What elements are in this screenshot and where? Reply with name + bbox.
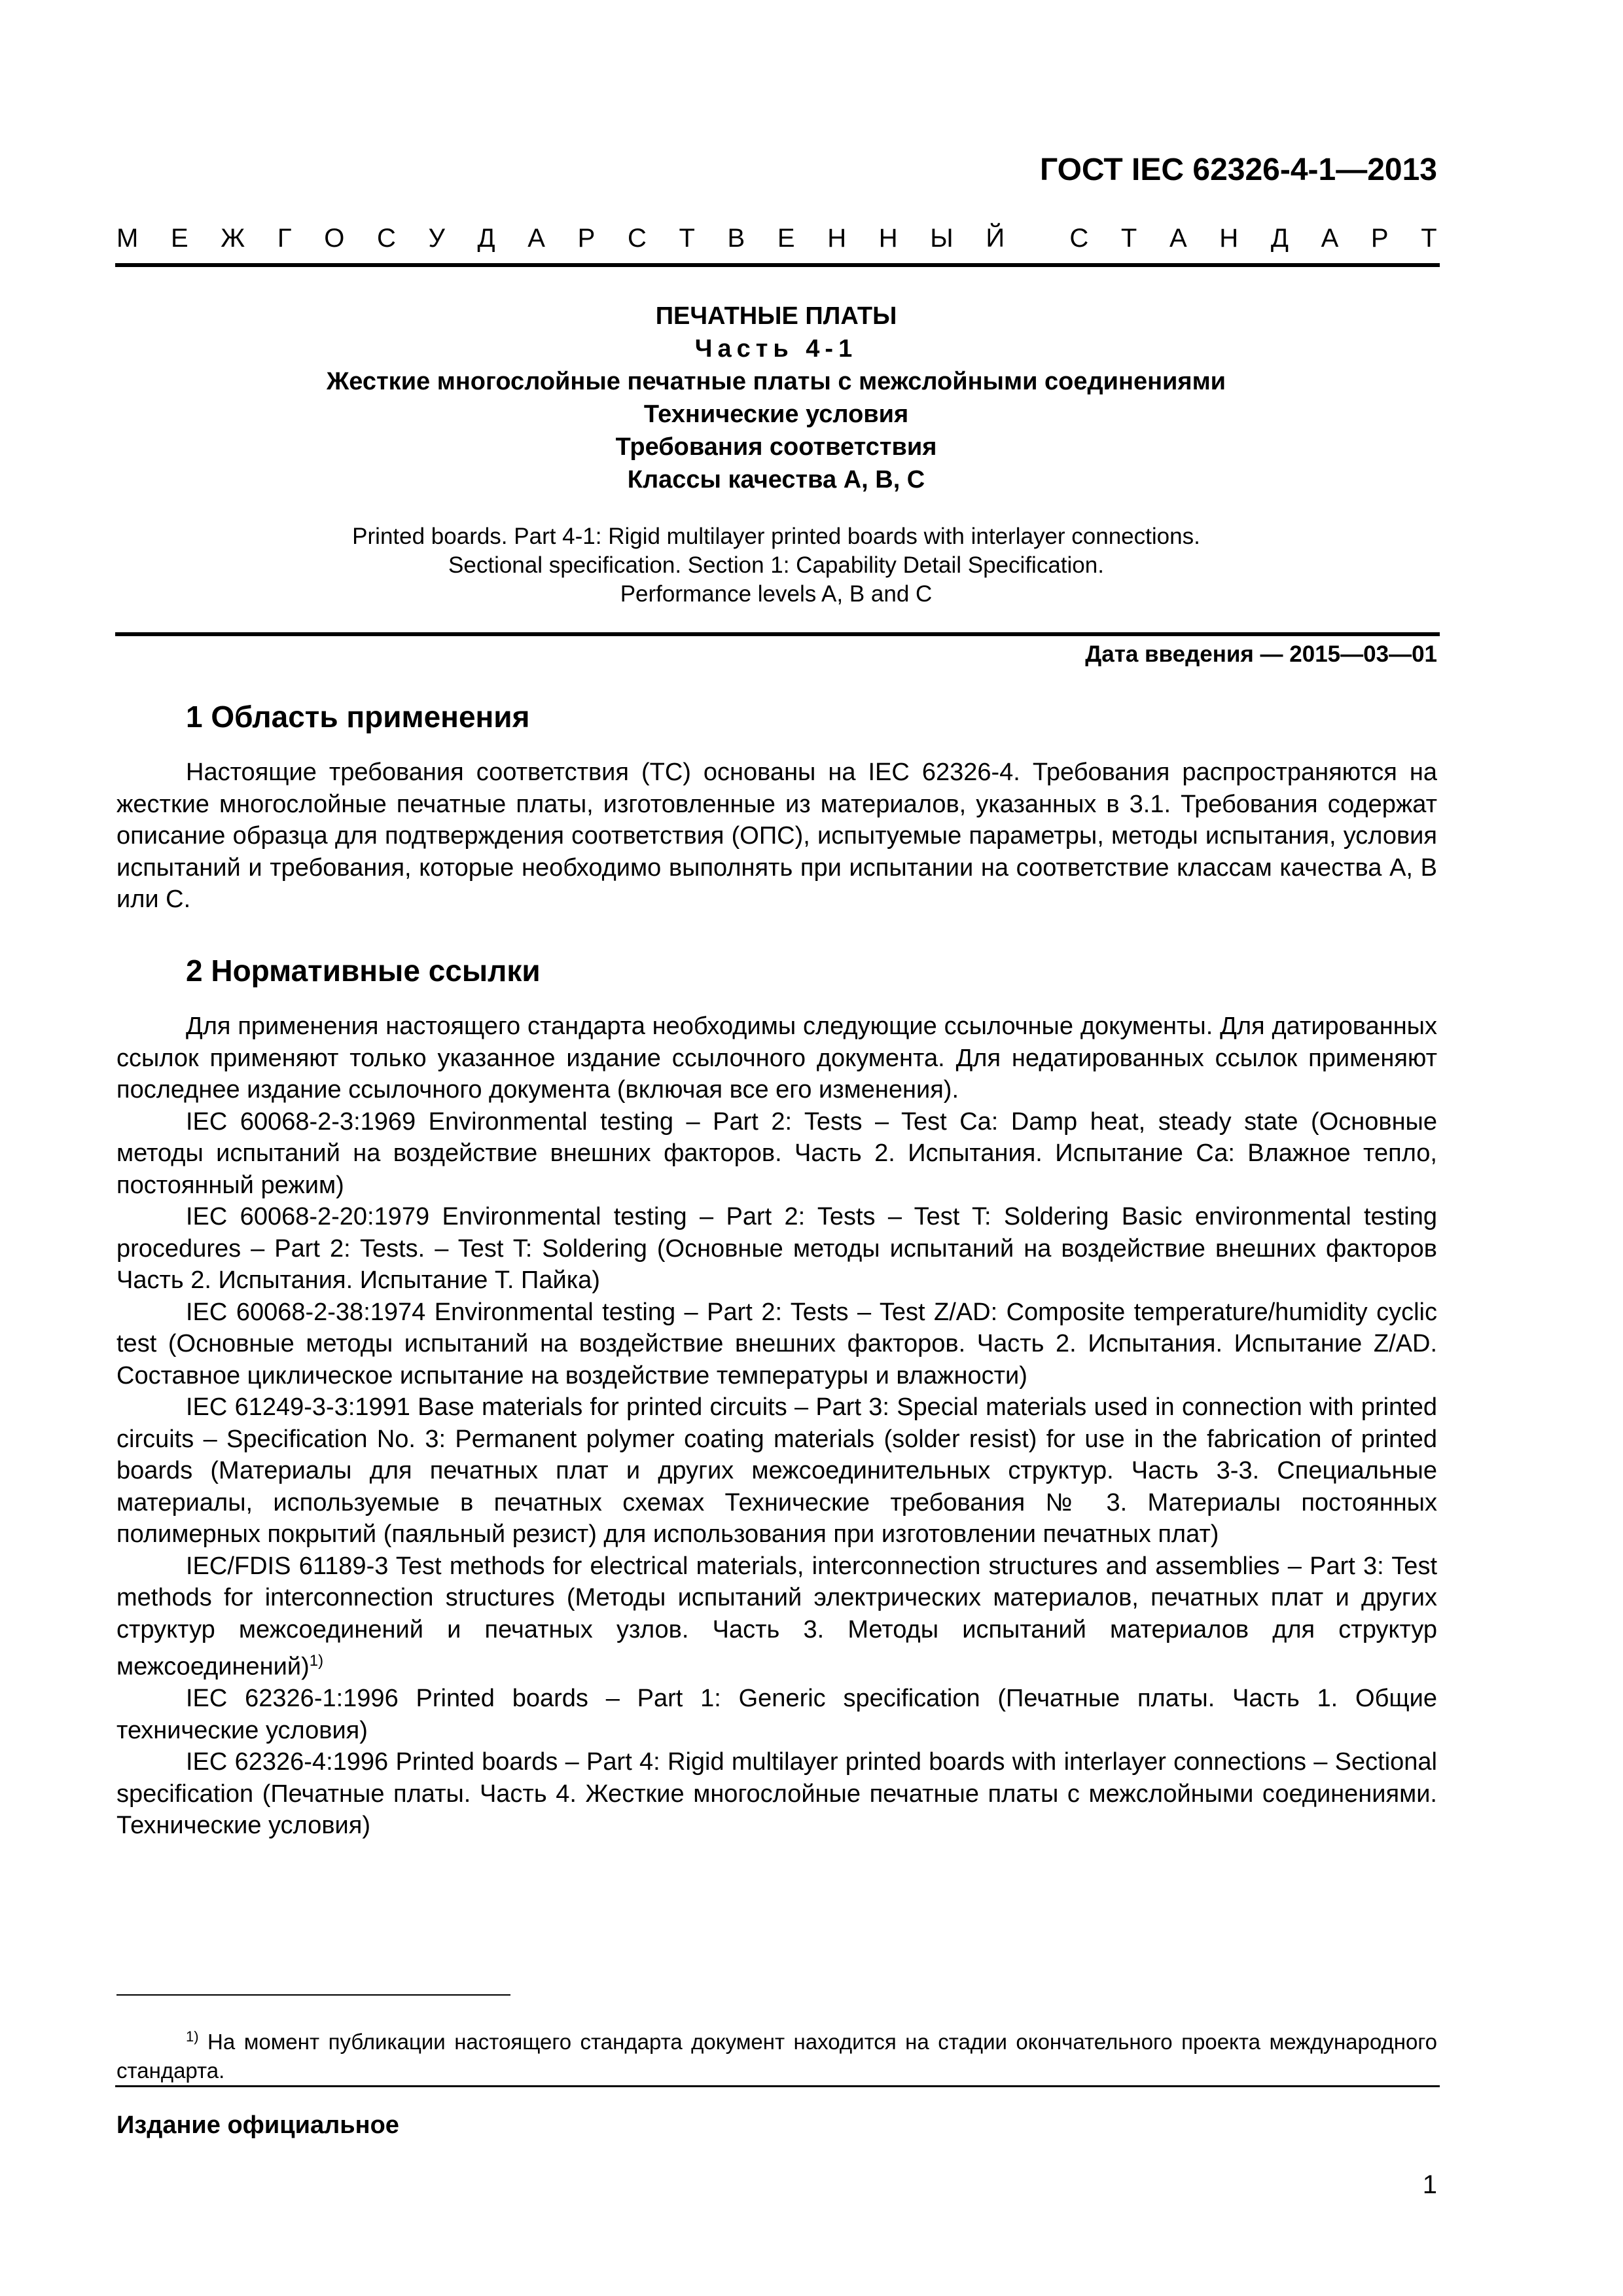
footnote-mark: 1) — [186, 2028, 199, 2045]
interstate-letter: Т — [679, 224, 695, 253]
introduction-date: Дата введения — 2015—03—01 — [1085, 641, 1437, 667]
footnote — [116, 2022, 1437, 2085]
reference-iec-60068-2-20: IEC 60068-2-20:1979 Environmental testing – Part 2: Tests – Test T: Soldering Basic environmental testing procedures – Part 2: Tests. – Test T: Soldering (Основные методы испытаний на воздействие внешних факторов Часть 2. Испытания. Испытание Т. Пайка) — [116, 1203, 1437, 1294]
reference-iec-60068-2-3: IEC 60068-2-3:1969 Environmental testing – Part 2: Tests – Test Ca: Damp heat, steady state (Основные методы испытаний на воздействие внешних факторов. Часть 2. Испытания. Испытание Са: Влажное тепло, постоянный режим) — [116, 1107, 1437, 1199]
footnote-separator — [116, 1994, 510, 1996]
interstate-letter: А — [527, 224, 545, 253]
english-title — [115, 522, 1437, 609]
interstate-letter: Н — [827, 224, 847, 253]
interstate-letter: Е — [777, 224, 795, 253]
interstate-letter: Д — [1270, 224, 1289, 253]
section-1-heading: 1 Область применения — [186, 700, 530, 734]
title-main: ПЕЧАТНЫЕ ПЛАТЫ — [655, 302, 897, 330]
footnote-text: На момент публикации настоящего стандарта документ находится на стадии окончательного проекта международного стандарта. — [116, 2030, 1437, 2083]
official-edition-label: Издание официальное — [116, 2111, 399, 2139]
reference-iec-62326-4: IEC 62326-4:1996 Printed boards – Part 4: Rigid multilayer printed boards with interlayer connections – Sectional specification (Печатные платы. Часть 4. Жесткие многослойные печатные платы с межслойными соединениями. Технические условия) — [116, 1748, 1437, 1840]
footnote-reference-mark: 1) — [309, 1652, 324, 1670]
page-number: 1 — [1422, 2170, 1437, 2199]
english-title-line-2: Sectional specification. Section 1: Capability Detail Specification. — [448, 552, 1104, 578]
section-2-body — [116, 1011, 1437, 1842]
document-title-block — [115, 300, 1437, 496]
section-1-paragraph: Настоящие требования соответствия (ТС) основаны на IEC 62326-4. Требования распространяются на жесткие многослойные печатные платы, изготовленные из материалов, указанных в 3.1. Требования содержат описание образца для подтверждения соответствия (ОПС), испытуемые параметры, методы испытания, условия испытаний и требования, которые необходимо выполнять при испытании на соответствие классам качества А, В или С. — [116, 759, 1437, 913]
title-line-5: Требования соответствия — [615, 433, 937, 461]
interstate-letter: О — [324, 224, 345, 253]
interstate-letter: Д — [477, 224, 495, 253]
reference-iec-62326-1: IEC 62326-1:1996 Printed boards – Part 1: Generic specification (Печатные платы. Часть 1. Общие технические условия) — [116, 1685, 1437, 1744]
interstate-letter: А — [1169, 224, 1187, 253]
title-line-6: Классы качества А, В, С — [627, 466, 925, 493]
section-1-body — [116, 757, 1437, 916]
interstate-letter: В — [727, 224, 745, 253]
section-2-heading: 2 Нормативные ссылки — [186, 954, 541, 988]
interstate-standard-heading — [116, 224, 1437, 263]
interstate-letter: Р — [577, 224, 596, 253]
reference-iec-fdis-61189-3 — [116, 1551, 1437, 1683]
english-title-line-3: Performance levels A, B and C — [620, 581, 933, 607]
english-title-line-1: Printed boards. Part 4-1: Rigid multilayer printed boards with interlayer connections. — [352, 524, 1200, 549]
reference-iec-60068-2-38: IEC 60068-2-38:1974 Environmental testing – Part 2: Tests – Test Z/AD: Composite temperature/humidity cyclic test (Основные методы испытаний на воздействие внешних факторов. Часть 2. Испытания. Испытание Z/AD. Составное циклическое испытание на воздействие температуры и влажности) — [116, 1298, 1437, 1390]
title-line-3: Жесткие многослойные печатные платы с межслойными соединениями — [326, 368, 1226, 395]
interstate-letter: У — [428, 224, 445, 253]
interstate-letter: М — [116, 224, 139, 253]
footer-rule — [115, 2085, 1440, 2087]
interstate-letter: Г — [277, 224, 292, 253]
interstate-letter: Ы — [930, 224, 954, 253]
interstate-letter: Е — [170, 224, 188, 253]
title-part: Часть 4-1 — [694, 335, 858, 363]
interstate-letter: Р — [1370, 224, 1389, 253]
interstate-letter: Т — [1120, 224, 1137, 253]
section-2-paragraph-intro: Для применения настоящего стандарта необходимы следующие ссылочные документы. Для датированных ссылок применяют только указанное издание ссылочного документа. Для недатированных ссылок применяют последнее издание ссылочного документа (включая все его изменения). — [116, 1013, 1437, 1103]
reference-iec-fdis-61189-3-text: IEC/FDIS 61189-3 Test methods for electrical materials, interconnection structures and assemblies – Part 3: Test methods for interconnection structures (Методы испытаний электрических материалов, печатных плат и других структур межсоединений и печатных узлов. Часть 3. Методы испытаний материалов для структур межсоединений) — [116, 1552, 1437, 1681]
title-rule — [115, 632, 1440, 636]
gost-code: ГОСТ IEC 62326-4-1—2013 — [1039, 152, 1437, 187]
reference-iec-61249-3-3: IEC 61249-3-3:1991 Base materials for printed circuits – Part 3: Special materials used in connection with printed circuits – Specification No. 3: Permanent polymer coating materials (solder resist) for use in the fabrication of printed boards (Материалы для печатных плат и других межсоединительных структур. Часть 3-3. Специальные материалы, используемые в печатных схемах Технические требования № 3. Материалы постоянных полимерных покрытий (паяльный резист) для использования при изготовлении печатных плат) — [116, 1393, 1437, 1548]
interstate-letter: Ж — [221, 224, 245, 253]
header-rule — [115, 263, 1440, 267]
title-line-4: Технические условия — [643, 401, 909, 428]
interstate-letter: Н — [1219, 224, 1239, 253]
interstate-letter: А — [1321, 224, 1339, 253]
interstate-letter: Й — [986, 224, 1005, 253]
interstate-letter: С — [376, 224, 396, 253]
interstate-letter: С — [1069, 224, 1089, 253]
interstate-letter: С — [627, 224, 647, 253]
interstate-letter: Н — [878, 224, 898, 253]
interstate-letter: Т — [1421, 224, 1437, 253]
